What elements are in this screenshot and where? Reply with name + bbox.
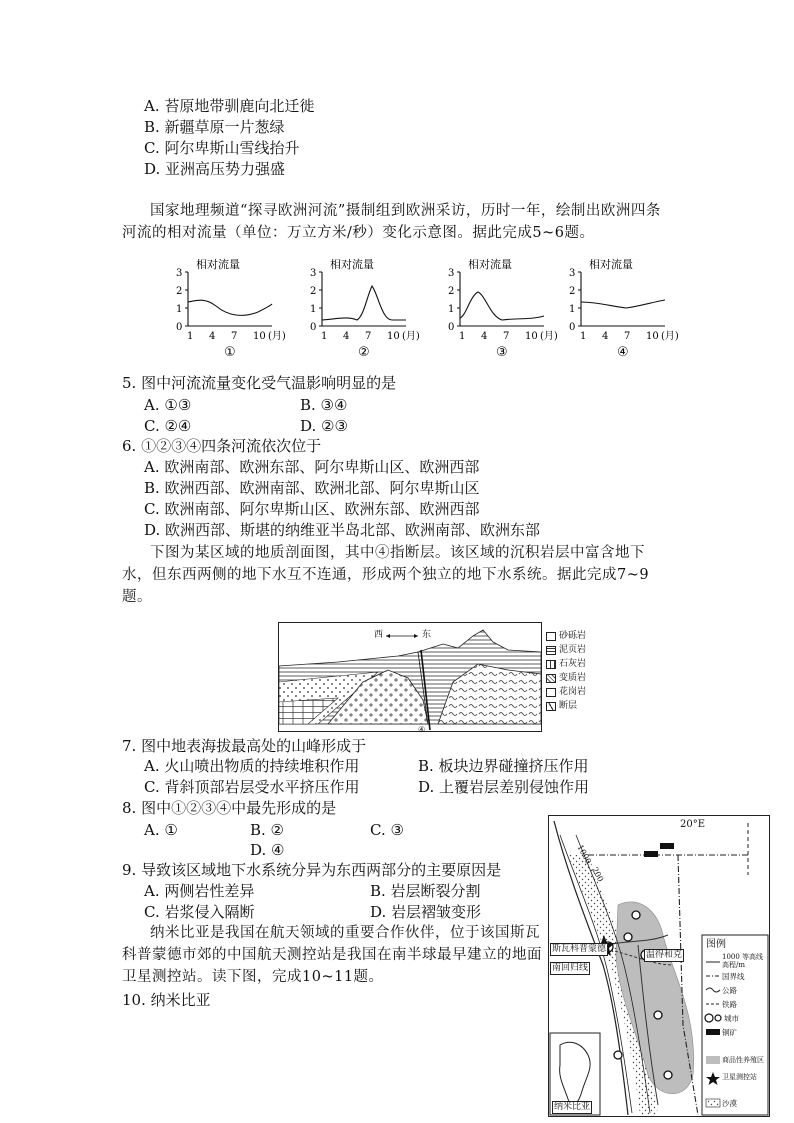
geologic-section-svg	[278, 622, 542, 732]
q9-option-a: A. 两侧岩性差异	[144, 882, 255, 900]
flow-chart-3	[444, 255, 556, 360]
x-tick-label: 7	[365, 331, 372, 342]
flow-curve	[188, 300, 272, 315]
y-tick-label: 1	[176, 304, 183, 315]
flow-chart-svg-3	[444, 255, 556, 360]
east-label: 东	[422, 630, 432, 640]
q5-option-a: A. ①③	[144, 396, 192, 414]
flow-chart-4	[565, 255, 677, 360]
intro-10-11: 纳米比亚是我国在航天领域的重要合作伙伴，位于该国斯瓦科普蒙德市郊的中国航天测控站是我国在南半球最早建立的地面卫星测控站。读下图，完成10~11题。	[122, 925, 542, 985]
x-tick-label: 4	[343, 331, 350, 342]
chart-axes	[188, 272, 272, 326]
chart-number-label: ②	[358, 345, 370, 360]
flow-curve	[322, 286, 406, 320]
x-tick-label: 4	[481, 331, 488, 342]
flow-chart-2	[306, 255, 418, 360]
windhoek-label: 温得和克	[646, 950, 683, 960]
legend-swatch-shale	[546, 646, 556, 655]
q9-stem: 9. 导致该区域地下水系统分异为东西两部分的主要原因是	[122, 861, 502, 879]
q9-option-c: C. 岩浆侵入隔断	[144, 903, 255, 921]
legend-shale: 泥页岩	[559, 645, 587, 655]
y-tick-label: 3	[569, 268, 576, 279]
q7-option-d: D. 上覆岩层差别侵蚀作用	[418, 778, 590, 796]
flow-chart-svg-4	[565, 255, 677, 360]
tropic-label: 南回归线	[552, 963, 589, 973]
y-tick-label: 0	[569, 322, 576, 333]
legend-contour: 1000 等高线 高程/m	[722, 953, 764, 969]
legend-farming: 商品性养殖区	[722, 1056, 764, 1064]
chart-number-label: ④	[617, 345, 629, 360]
x-tick-label: 4	[209, 331, 216, 342]
x-unit-label: (月)	[268, 331, 286, 342]
q7-option-a: A. 火山喷出物质的持续堆积作用	[144, 757, 360, 775]
legend-road: 公路	[722, 986, 737, 995]
q8-option-b: B. ②	[250, 821, 285, 839]
chart-ylabel: 相对流量	[196, 258, 240, 271]
x-tick-label: 10	[253, 331, 266, 342]
y-tick-label: 0	[176, 322, 183, 333]
x-tick-label: 7	[503, 331, 510, 342]
q5-stem: 5. 图中河流流量变化受气温影响明显的是	[122, 374, 397, 392]
y-tick-label: 3	[176, 268, 183, 279]
flow-curve	[581, 300, 665, 308]
x-tick-label: 10	[646, 331, 659, 342]
q10-stem: 10. 纳米比亚	[122, 991, 211, 1009]
x-tick-label: 4	[602, 331, 609, 342]
legend-station: 卫星测控站	[722, 1073, 757, 1081]
x-unit-label: (月)	[402, 331, 420, 342]
q6-option-a: A. 欧洲南部、欧洲东部、阿尔卑斯山区、欧洲西部	[144, 458, 480, 476]
flow-chart-1	[172, 255, 284, 360]
x-tick-label: 1	[580, 331, 587, 342]
chart-axes	[581, 272, 665, 326]
q4-option-c: C. 阿尔卑斯山雪线抬升	[144, 139, 300, 157]
legend-granite: 花岗岩	[559, 687, 587, 697]
x-unit-label: (月)	[540, 331, 558, 342]
inset-namibia-label: 纳米比亚	[554, 1102, 591, 1112]
legend-border: 国界线	[722, 972, 745, 981]
q7-stem: 7. 图中地表海拔最高处的山峰形成于	[122, 737, 367, 755]
y-tick-label: 1	[310, 304, 317, 315]
x-tick-label: 10	[387, 331, 400, 342]
x-tick-label: 1	[459, 331, 466, 342]
chart-number-label: ③	[496, 345, 508, 360]
legend-metamorphic: 变质岩	[559, 673, 587, 683]
y-tick-label: 0	[310, 322, 317, 333]
q8-option-d: D. ④	[250, 841, 285, 859]
x-tick-label: 1	[321, 331, 328, 342]
legend-limestone: 石灰岩	[559, 659, 587, 669]
q5-option-d: D. ②③	[300, 417, 348, 435]
y-tick-label: 2	[176, 286, 183, 297]
q6-option-b: B. 欧洲西部、欧洲南部、欧洲北部、阿尔卑斯山区	[144, 479, 480, 497]
legend-swatch-metamorphic	[546, 674, 556, 683]
q8-option-a: A. ①	[144, 821, 178, 839]
fault-number-label: ④	[418, 725, 426, 734]
q6-stem: 6. ①②③④四条河流依次位于	[122, 437, 322, 455]
x-tick-label: 10	[525, 331, 538, 342]
y-tick-label: 3	[448, 268, 455, 279]
x-unit-label: (月)	[661, 331, 679, 342]
y-tick-label: 1	[448, 304, 455, 315]
legend-swatch-sand	[546, 632, 556, 641]
chart-ylabel: 相对流量	[589, 258, 633, 271]
q4-option-d: D. 亚洲高压势力强盛	[144, 160, 286, 178]
chart-axes	[322, 272, 406, 326]
flow-chart-svg-2	[306, 255, 418, 360]
intro-7-9: 下图为某区域的地质剖面图，其中④指断层。该区域的沉积岩层中富含地下水，但东西两侧的地下水互不连通，形成两个独立的地下水系统。据此完成7~9题。	[122, 545, 650, 605]
legend-city: 城市	[724, 1014, 739, 1023]
y-tick-label: 2	[310, 286, 317, 297]
y-tick-label: 3	[310, 268, 317, 279]
chart-number-label: ①	[224, 345, 236, 360]
legend-desert: 沙漠	[722, 1099, 737, 1108]
q9-option-d: D. 岩层褶皱变形	[370, 903, 482, 921]
legend-copper: 铜矿	[722, 1028, 737, 1037]
namibia-map-figure	[548, 815, 770, 1117]
chart-ylabel: 相对流量	[330, 258, 374, 271]
q7-option-c: C. 背斜顶部岩层受水平挤压作用	[144, 778, 360, 796]
x-tick-label: 1	[187, 331, 194, 342]
q6-option-c: C. 欧洲南部、阿尔卑斯山区、欧洲东部、欧洲西部	[144, 500, 480, 518]
swakopmund-label: 斯瓦科普蒙德	[552, 944, 607, 954]
q7-option-b: B. 板块边界碰撞挤压作用	[418, 757, 589, 775]
q4-option-a: A. 苔原地带驯鹿向北迁徙	[144, 97, 315, 115]
flow-curve	[460, 292, 544, 320]
y-tick-label: 0	[448, 322, 455, 333]
q5-option-c: C. ②④	[144, 417, 192, 435]
legend-swatch-limestone	[546, 660, 556, 669]
y-tick-label: 2	[448, 286, 455, 297]
q8-stem: 8. 图中①②③④中最先形成的是	[122, 799, 337, 817]
y-tick-label: 2	[569, 286, 576, 297]
legend-fault: 断层	[559, 701, 578, 711]
geologic-section-figure	[278, 622, 542, 732]
y-tick-label: 1	[569, 304, 576, 315]
legend-rail: 铁路	[722, 1000, 737, 1009]
legend-swatch-granite	[546, 688, 556, 697]
q6-option-d: D. 欧洲西部、斯堪的纳维亚半岛北部、欧洲南部、欧洲东部	[144, 521, 541, 539]
contour-1000-label: 1000	[575, 843, 593, 866]
legend-swatch-fault	[546, 702, 556, 711]
flow-chart-svg-1	[172, 255, 284, 360]
q8-option-c: C. ③	[370, 821, 404, 839]
west-label: 西	[374, 630, 384, 640]
geologic-legend	[546, 630, 616, 730]
x-tick-label: 7	[624, 331, 631, 342]
intro-5-6: 国家地理频道“探寻欧洲河流”摄制组到欧洲采访，历时一年，绘制出欧洲四条河流的相对流量（单位：万立方米/秒）变化示意图。据此完成5~6题。	[122, 203, 661, 241]
x-tick-label: 7	[231, 331, 238, 342]
map-legend-title: 图例	[706, 939, 726, 950]
longitude-label: 20°E	[680, 819, 706, 830]
contour-200-label: 200	[590, 865, 606, 884]
q4-option-b: B. 新疆草原一片葱绿	[144, 118, 285, 136]
q5-option-b: B. ③④	[300, 396, 348, 414]
legend-sand: 砂砾岩	[559, 631, 587, 641]
chart-ylabel: 相对流量	[468, 258, 512, 271]
q9-option-b: B. 岩层断裂分割	[370, 882, 481, 900]
